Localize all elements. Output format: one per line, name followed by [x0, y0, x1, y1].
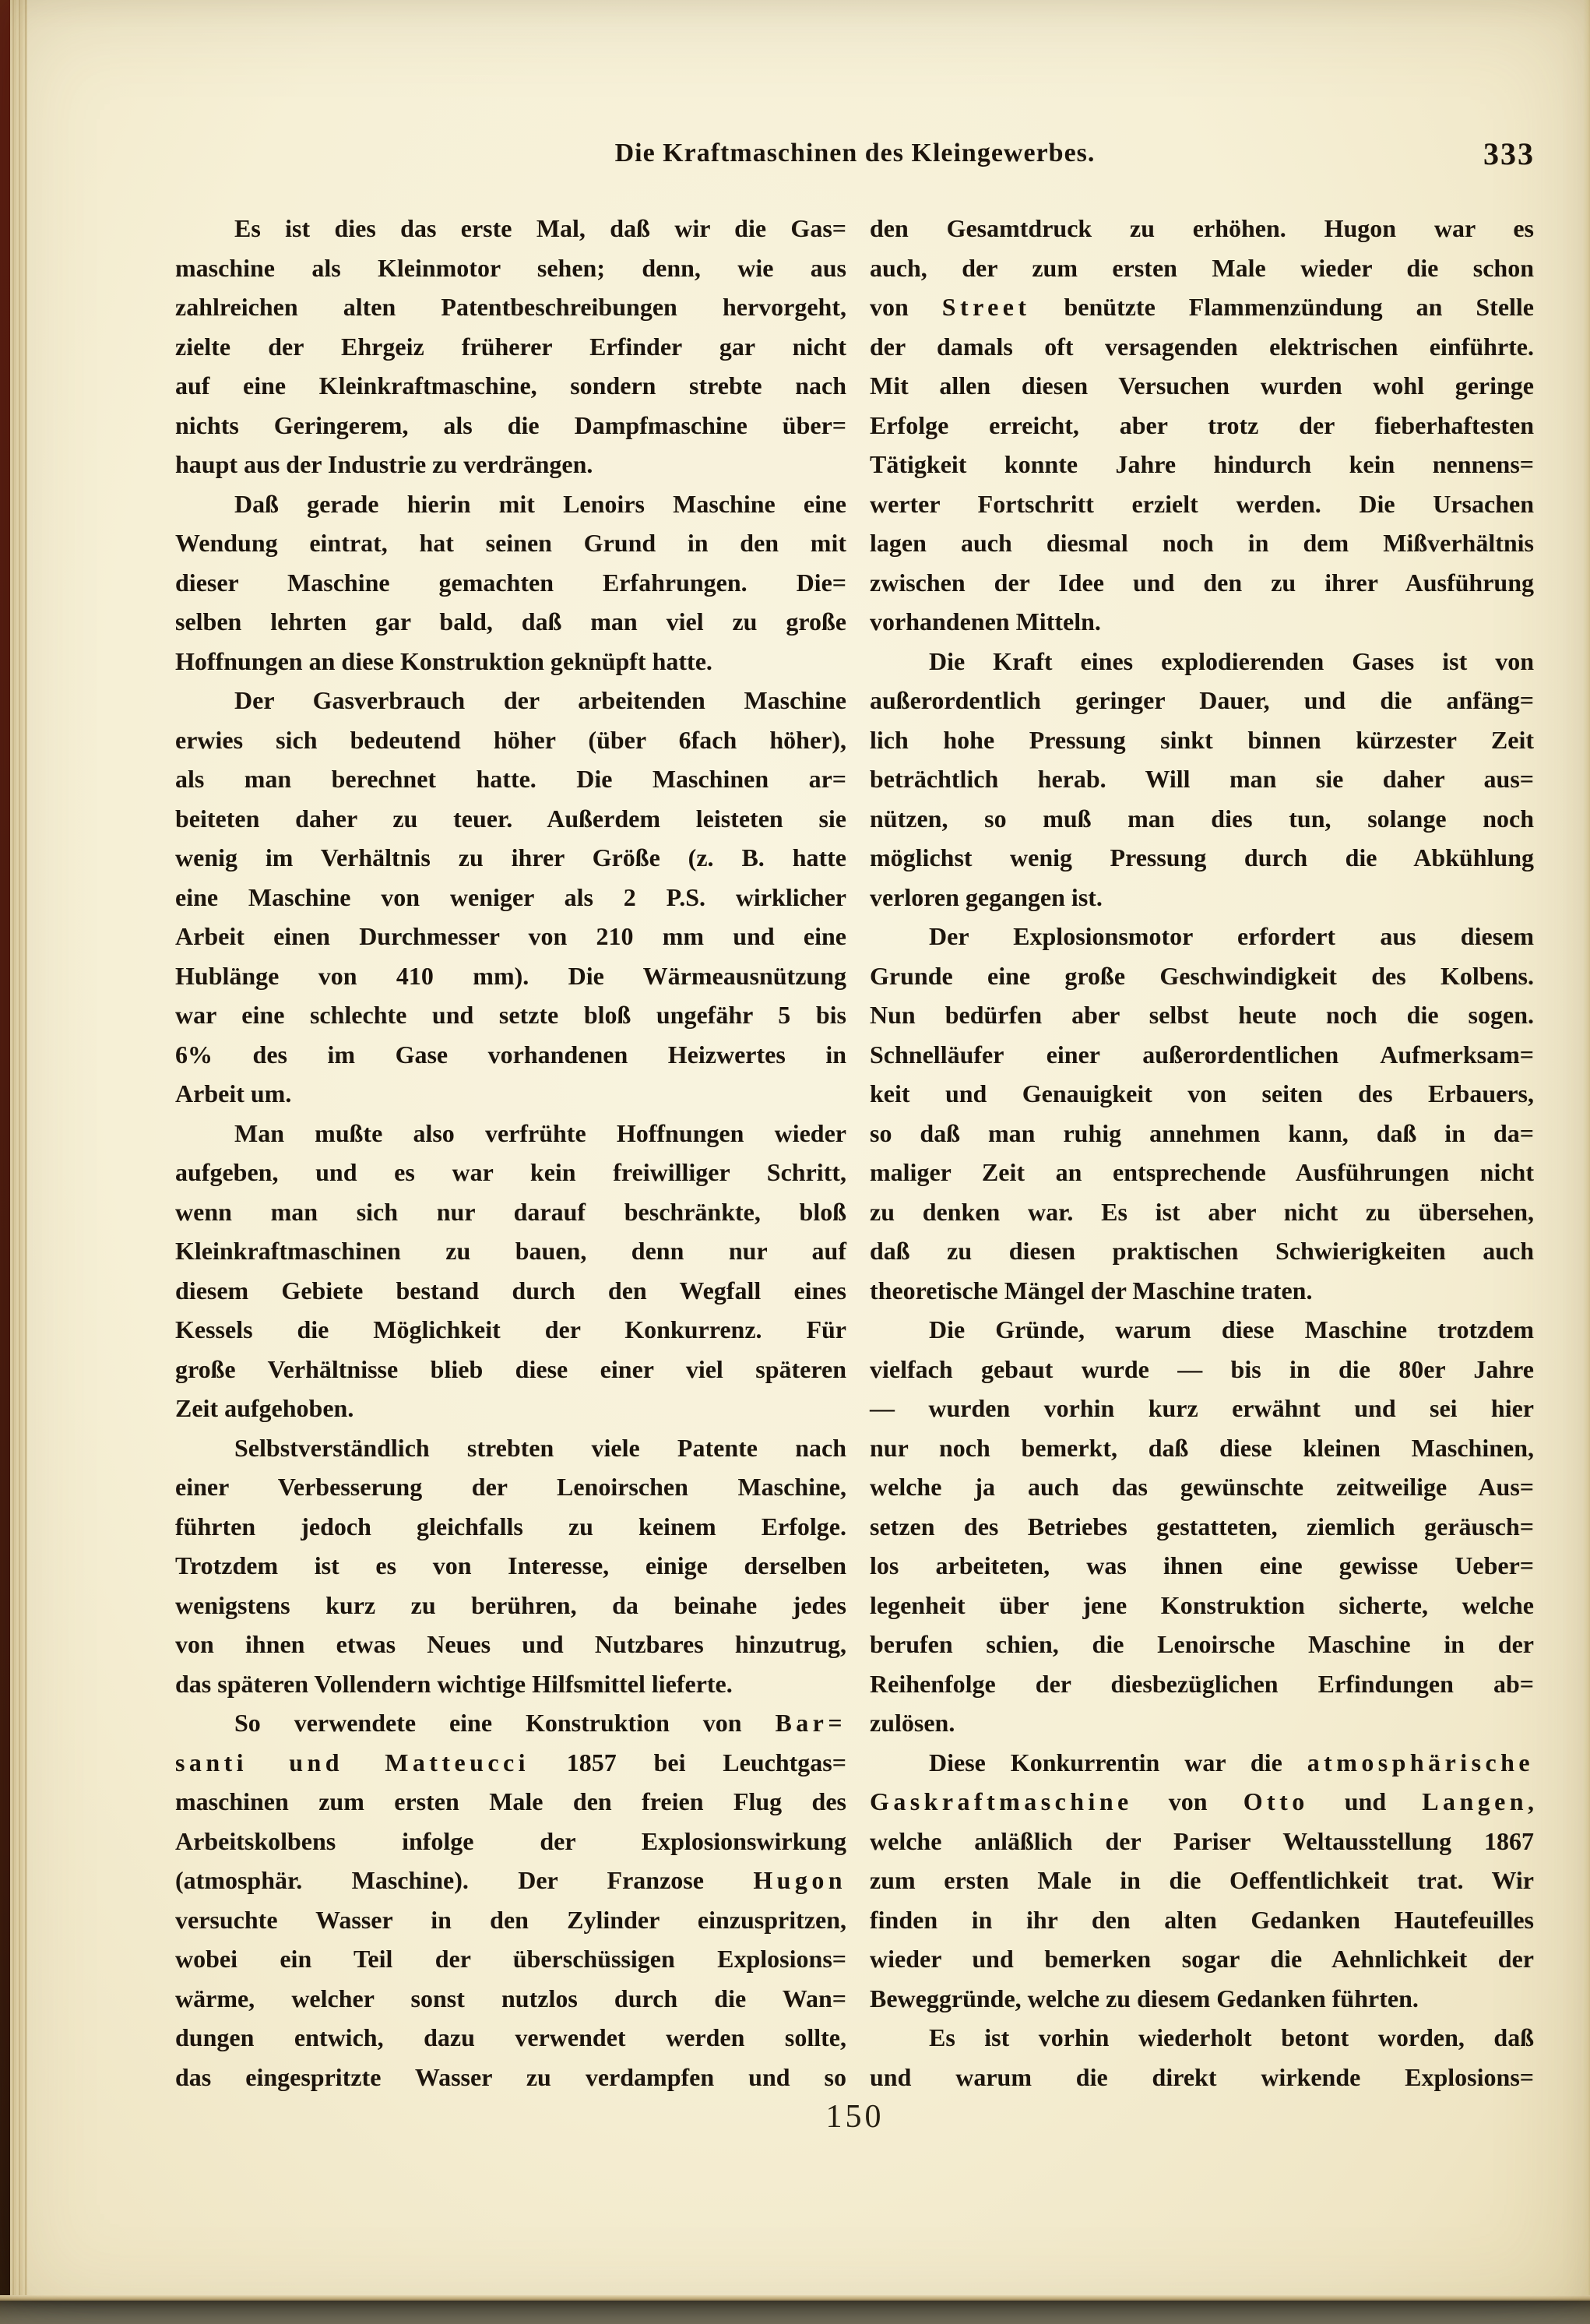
text-line: Kleinkraftmaschinen zu bauen, denn nur auf: [175, 1237, 846, 1265]
letterspaced-text: atmosphärische: [1307, 1748, 1534, 1776]
text-column-left: [175, 209, 846, 2097]
letterspaced-text: Otto: [1243, 1787, 1309, 1815]
text-line: Nun bedürfen aber selbst heute noch die sogen.: [870, 1001, 1534, 1029]
text-line: außerordentlich geringer Dauer, und die anfäng=: [870, 686, 1534, 714]
text-line: Gaskraftmaschine von Otto und Langen,: [870, 1787, 1535, 1815]
text-line: Arbeitskolbens infolge der Explosionswirkung: [175, 1826, 846, 1855]
text-line: (atmosphär. Maschine). Der Franzose Hugon: [175, 1866, 846, 1894]
text-line: Trotzdem ist es von Interesse, einige derselben: [175, 1551, 846, 1579]
text-line: und warum die direkt wirkende Explosions=: [870, 2062, 1534, 2091]
text-line: Reihenfolge der diesbezüglichen Erfindungen ab=: [870, 1669, 1534, 1698]
text-line: theoretische Mängel der Maschine traten.: [870, 1276, 1313, 1305]
text-line: Man mußte also verfrühte Hoffnungen wieder: [234, 1118, 846, 1147]
paragraph: [175, 209, 846, 484]
text-line: Arbeit um.: [175, 1079, 292, 1107]
letterspaced-text: Bar=: [775, 1709, 846, 1737]
text-line: erwies sich bedeutend höher (über 6fach höher),: [175, 725, 846, 754]
text-line: wenigstens kurz zu berühren, da beinahe jedes: [175, 1590, 846, 1619]
text-line: Es ist vorhin wiederholt betont worden, daß: [929, 2023, 1534, 2051]
text-line: wärme, welcher sonst nutzlos durch die Wan=: [175, 1984, 846, 2012]
text-line: zum ersten Male in die Oeffentlichkeit trat. Wir: [870, 1866, 1534, 1894]
right-page-edge: [1583, 0, 1590, 2304]
text-line: war eine schlechte und setzte bloß ungefähr 5 bis: [175, 1001, 846, 1029]
text-line: Mit allen diesen Versuchen wurden wohl geringe: [870, 371, 1534, 400]
text-line: den Gesamtdruck zu erhöhen. Hugon war es: [870, 214, 1534, 242]
letterspaced-text: santi und Matteucci: [175, 1748, 529, 1776]
text-line: vorhandenen Mitteln.: [870, 607, 1101, 636]
paragraph: [175, 1114, 846, 1428]
text-line: legenheit über jene Konstruktion sicherte, welche: [870, 1590, 1534, 1619]
text-line: zahlreichen alten Patentbeschreibungen hervorgeht,: [175, 293, 846, 321]
text-line: finden in ihr den alten Gedanken Hautefeuilles: [870, 1905, 1534, 1934]
text-line: Arbeit einen Durchmesser von 210 mm und eine: [175, 922, 846, 950]
text-line: Grunde eine große Geschwindigkeit des Kolbens.: [870, 961, 1534, 990]
text-line: Tätigkeit konnte Jahre hindurch kein nennens=: [870, 450, 1534, 478]
text-line: als man berechnet hatte. Die Maschinen ar=: [175, 765, 846, 793]
text-line: maschine als Kleinmotor sehen; denn, wie aus: [175, 253, 846, 282]
text-line: Der Explosionsmotor erfordert aus diesem: [929, 922, 1534, 950]
paragraph: [175, 1703, 846, 2097]
text-line: von ihnen etwas Neues und Nutzbares hinzutrug,: [175, 1630, 846, 1658]
text-line: werter Fortschritt erzielt werden. Die Ursachen: [870, 489, 1534, 518]
text-line: Hublänge von 410 mm). Die Wärmeausnützung: [175, 961, 846, 990]
text-line: Wendung eintrat, hat seinen Grund in den mit: [175, 529, 846, 557]
page-bottom-edge: [0, 2295, 1590, 2301]
text-line: haupt aus der Industrie zu verdrängen.: [175, 450, 593, 478]
signature-number: 150: [825, 2099, 885, 2135]
running-head-title: Die Kraftmaschinen des Kleingewerbes.: [614, 139, 1096, 167]
text-line: zulösen.: [870, 1709, 955, 1737]
text-line: welche anläßlich der Pariser Weltausstellung 1867: [870, 1826, 1534, 1855]
text-line: Erfolge erreicht, aber trotz der fieberhaftesten: [870, 410, 1534, 439]
text-line: daß zu diesen praktischen Schwierigkeiten auch: [870, 1237, 1534, 1265]
paragraph: [175, 681, 846, 1114]
paragraph: [870, 1310, 1534, 1743]
paragraph: [175, 484, 846, 681]
paragraph: [870, 642, 1534, 917]
scanner-background-band: [0, 2301, 1590, 2324]
text-line: keit und Genauigkeit von seiten des Erbauers,: [870, 1079, 1534, 1107]
book-spine-edge: [0, 0, 10, 2304]
text-line: wieder und bemerken sogar die Aehnlichkeit der: [870, 1945, 1534, 1973]
text-line: selben lehrten gar bald, daß man viel zu große: [175, 607, 846, 636]
text-line: Zeit aufgehoben.: [175, 1394, 354, 1422]
text-line: Diese Konkurrentin war die atmosphärische: [929, 1748, 1534, 1776]
text-line: verloren gegangen ist.: [870, 882, 1103, 911]
text-line: wenn man sich nur darauf beschränkte, bloß: [175, 1197, 846, 1226]
text-line: auf eine Kleinkraftmaschine, sondern strebte nach: [175, 371, 846, 400]
text-line: Daß gerade hierin mit Lenoirs Maschine eine: [234, 489, 846, 518]
text-line: 6% des im Gase vorhandenen Heizwertes in: [175, 1040, 846, 1069]
text-line: nützen, so muß man dies tun, solange noch: [870, 804, 1534, 833]
text-line: vielfach gebaut wurde — bis in die 80er Jahre: [870, 1354, 1534, 1383]
text-line: Die Gründe, warum diese Maschine trotzdem: [929, 1315, 1534, 1343]
text-line: beiteten daher zu teuer. Außerdem leisteten sie: [175, 804, 846, 833]
text-line: wenig im Verhältnis zu ihrer Größe (z. B. hatte: [175, 843, 846, 872]
text-line: eine Maschine von weniger als 2 P.S. wirklicher: [175, 882, 846, 911]
text-line: santi und Matteucci 1857 bei Leuchtgas=: [175, 1748, 846, 1776]
text-line: So verwendete eine Konstruktion von Bar=: [234, 1709, 846, 1737]
text-line: Schnelläufer einer außerordentlichen Aufmerksam=: [870, 1040, 1534, 1069]
text-line: Hoffnungen an diese Konstruktion geknüpft hatte.: [175, 646, 712, 675]
paragraph: [870, 2018, 1534, 2097]
letterspaced-text: Hugon: [753, 1866, 846, 1894]
paragraph: [870, 1743, 1534, 2019]
text-line: beträchtlich herab. Will man sie daher aus=: [870, 765, 1534, 793]
text-line: so daß man ruhig annehmen kann, daß in da=: [870, 1118, 1534, 1147]
paragraph: [175, 1428, 846, 1704]
text-line: zielte der Ehrgeiz früherer Erfinder gar nicht: [175, 332, 846, 361]
text-line: Es ist dies das erste Mal, daß wir die Gas=: [234, 214, 846, 242]
text-line: einer Verbesserung der Lenoirschen Maschine,: [175, 1473, 846, 1501]
paragraph: [870, 917, 1534, 1310]
text-line: berufen schien, die Lenoirsche Maschine in der: [870, 1630, 1534, 1658]
page-number: 333: [1483, 136, 1535, 171]
text-line: führten jedoch gleichfalls zu keinem Erfolge.: [175, 1512, 846, 1541]
text-line: — wurden vorhin kurz erwähnt und sei hier: [870, 1394, 1534, 1422]
text-line: dieser Maschine gemachten Erfahrungen. Die=: [175, 568, 846, 597]
text-line: maschinen zum ersten Male den freien Flug des: [175, 1787, 846, 1815]
text-line: möglichst wenig Pressung durch die Abkühlung: [870, 843, 1534, 872]
text-line: nichts Geringerem, als die Dampfmaschine über=: [175, 410, 846, 439]
text-line: setzen des Betriebes gestatteten, ziemlich geräusch=: [870, 1512, 1534, 1541]
text-line: lich hohe Pressung sinkt binnen kürzester Zeit: [870, 725, 1534, 754]
text-line: wobei ein Teil der überschüssigen Explosions=: [175, 1945, 846, 1973]
paragraph: [870, 209, 1534, 642]
text-line: Selbstverständlich strebten viele Patente nach: [234, 1433, 846, 1462]
text-line: der damals oft versagenden elektrischen einführte.: [870, 332, 1534, 361]
text-line: nur noch bemerkt, daß diese kleinen Maschinen,: [870, 1433, 1534, 1462]
text-line: von Street benützte Flammenzündung an Stelle: [870, 293, 1535, 321]
text-line: zu denken war. Es ist aber nicht zu übersehen,: [870, 1197, 1534, 1226]
text-line: maliger Zeit an entsprechende Ausführungen nicht: [870, 1158, 1534, 1186]
text-line: versuchte Wasser in den Zylinder einzuspritzen,: [175, 1905, 846, 1934]
text-line: aufgeben, und es war kein freiwilliger Schritt,: [175, 1158, 846, 1186]
text-line: auch, der zum ersten Male wieder die schon: [870, 253, 1534, 282]
text-line: Kessels die Möglichkeit der Konkurrenz. Für: [175, 1315, 846, 1343]
letterspaced-text: Langen: [1422, 1787, 1528, 1815]
text-line: dungen entwich, dazu verwendet werden sollte,: [175, 2023, 846, 2051]
text-line: Die Kraft eines explodierenden Gases ist von: [929, 646, 1534, 675]
letterspaced-text: Street: [941, 293, 1031, 321]
letterspaced-text: Gaskraftmaschine: [870, 1787, 1133, 1815]
text-line: Beweggründe, welche zu diesem Gedanken führten.: [870, 1984, 1419, 2012]
text-line: das eingespritzte Wasser zu verdampfen und so: [175, 2062, 846, 2091]
text-line: Der Gasverbrauch der arbeitenden Maschine: [234, 686, 846, 714]
text-line: welche ja auch das gewünschte zeitweilige Aus=: [870, 1473, 1534, 1501]
text-line: das späteren Vollendern wichtige Hilfsmittel lieferte.: [175, 1669, 733, 1698]
stacked-page-edges: [10, 0, 27, 2304]
text-line: zwischen der Idee und den zu ihrer Ausführung: [870, 568, 1534, 597]
text-line: los arbeiteten, was ihnen eine gewisse Ueber=: [870, 1551, 1534, 1579]
text-column-right: [870, 209, 1534, 2097]
text-line: diesem Gebiete bestand durch den Wegfall eines: [175, 1276, 846, 1305]
text-line: große Verhältnisse blieb diese einer viel späteren: [175, 1354, 846, 1383]
page-header: [175, 136, 1535, 185]
text-line: lagen auch diesmal noch in dem Mißverhältnis: [870, 529, 1534, 557]
